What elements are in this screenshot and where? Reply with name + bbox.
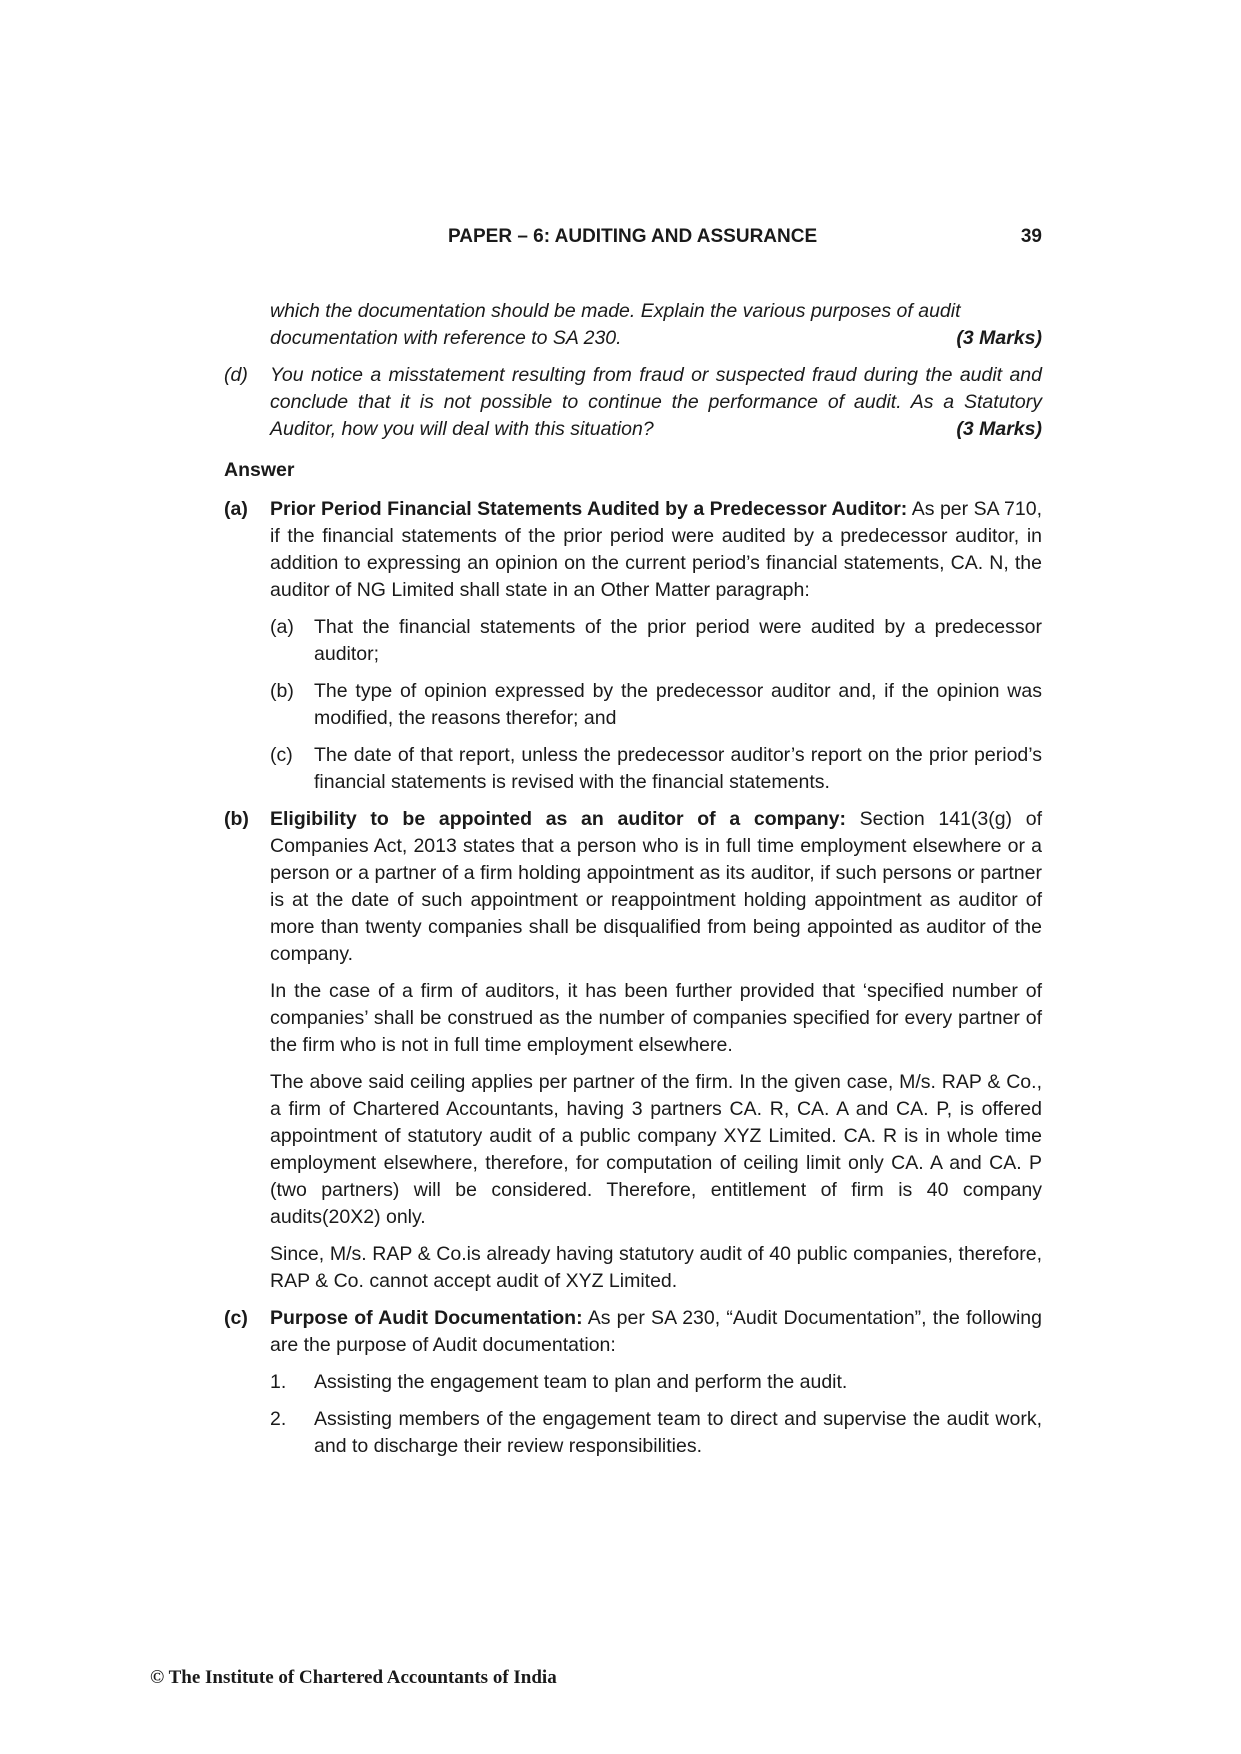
- answer-b-heading: Eligibility to be appointed as an auditor of a company:: [270, 808, 846, 830]
- answer-b: [224, 806, 1042, 1295]
- list-item-text: The date of that report, unless the predecessor auditor’s report on the prior period’s financial statements is revised with the financial statements.: [314, 744, 1042, 793]
- answer-b-para4: Since, M/s. RAP & Co.is already having statutory audit of 40 public companies, therefore, RAP & Co. cannot accept audit of XYZ Limited.: [270, 1243, 1042, 1292]
- question-d: [224, 362, 1042, 443]
- list-item: [270, 1369, 1042, 1396]
- list-item-text: Assisting members of the engagement team to direct and supervise the audit work, and to discharge their review responsibilities.: [314, 1408, 1042, 1457]
- answer-a-body: [270, 496, 1042, 796]
- question-c-line2-text: documentation with reference to SA 230.: [270, 327, 622, 349]
- answer-c-text: As per SA 230, “Audit Documentation”, the following are the purpose of Audit documentation:: [270, 1307, 1042, 1356]
- list-item-label: (c): [270, 744, 293, 766]
- answer-b-text: Section 141(3(g) of Companies Act, 2013 states that a person who is in full time employment elsewhere or a person or a partner of a firm holding appointment as its auditor, if such persons or partner is at the date of such appointment or reappointment holding appointment as auditor of more than twenty companies shall be disqualified from being appointed as auditor of the company.: [270, 808, 1042, 965]
- list-item: [270, 678, 1042, 732]
- answer-b-para1: [270, 806, 1042, 968]
- question-d-marks: (3 Marks): [956, 418, 1042, 440]
- page-header: [224, 226, 1042, 254]
- list-item: [270, 614, 1042, 668]
- answer-c: [224, 1305, 1042, 1460]
- page-number: 39: [1020, 226, 1042, 247]
- question-c-line2: [270, 325, 1042, 352]
- question-d-body: [270, 362, 1042, 443]
- answer-b-body: [270, 806, 1042, 1295]
- answer-a-label: (a): [224, 498, 248, 520]
- answer-c-body: [270, 1305, 1042, 1460]
- question-d-label: (d): [224, 364, 248, 386]
- question-c-marks: (3 Marks): [956, 327, 1042, 349]
- question-c-continuation: [270, 298, 1042, 352]
- paper-title: PAPER – 6: AUDITING AND ASSURANCE: [448, 226, 818, 247]
- list-item-text: Assisting the engagement team to plan and perform the audit.: [314, 1371, 848, 1393]
- answer-c-heading: Purpose of Audit Documentation:: [270, 1307, 583, 1329]
- answer-a-para: [270, 496, 1042, 604]
- page-content: [224, 298, 1042, 1470]
- list-item-text: That the financial statements of the prior period were audited by a predecessor auditor;: [314, 616, 1042, 665]
- answer-b-para3: The above said ceiling applies per partner of the firm. In the given case, M/s. RAP & Co., a firm of Chartered Accountants, having 3 partners CA. R, CA. A and CA. P, is offered appointment of statutory audit of a public company XYZ Limited. CA. R is in whole time employment elsewhere, therefore, for computation of ceiling limit only CA. A and CA. P (two partners) will be considered. Therefore, entitlement of firm is 40 company audits(20X2) only.: [270, 1071, 1042, 1228]
- list-item-label: 1.: [270, 1371, 287, 1393]
- list-item-label: (a): [270, 616, 294, 638]
- answer-a-text: As per SA 710, if the financial statements of the prior period were audited by a predecessor auditor, in addition to expressing an opinion on the current period’s financial statements, CA. N, the auditor of NG Limited shall state in an Other Matter paragraph:: [270, 498, 1042, 601]
- question-c-line1: which the documentation should be made. Explain the various purposes of audit: [270, 300, 961, 322]
- copyright-footer: © The Institute of Chartered Accountants of India: [150, 1667, 557, 1688]
- list-item: [270, 1406, 1042, 1460]
- list-item-text: The type of opinion expressed by the predecessor auditor and, if the opinion was modified, the reasons therefor; and: [314, 680, 1042, 729]
- list-item-label: (b): [270, 680, 294, 702]
- list-item: [270, 742, 1042, 796]
- answer-heading: Answer: [224, 459, 295, 481]
- answer-b-label: (b): [224, 808, 249, 830]
- answer-a: [224, 496, 1042, 796]
- answer-c-para: [270, 1305, 1042, 1359]
- answer-a-heading: Prior Period Financial Statements Audited by a Predecessor Auditor:: [270, 498, 908, 520]
- answer-b-para2: In the case of a firm of auditors, it has been further provided that ‘specified number of companies’ shall be construed as the number of companies specified for every partner of the firm who is not in full time employment elsewhere.: [270, 980, 1042, 1056]
- question-d-text: You notice a misstatement resulting from fraud or suspected fraud during the audit and conclude that it is not possible to continue the performance of audit. As a Statutory Auditor, how you will deal with this situation?: [270, 364, 1042, 440]
- answer-c-label: (c): [224, 1307, 248, 1329]
- list-item-label: 2.: [270, 1408, 287, 1430]
